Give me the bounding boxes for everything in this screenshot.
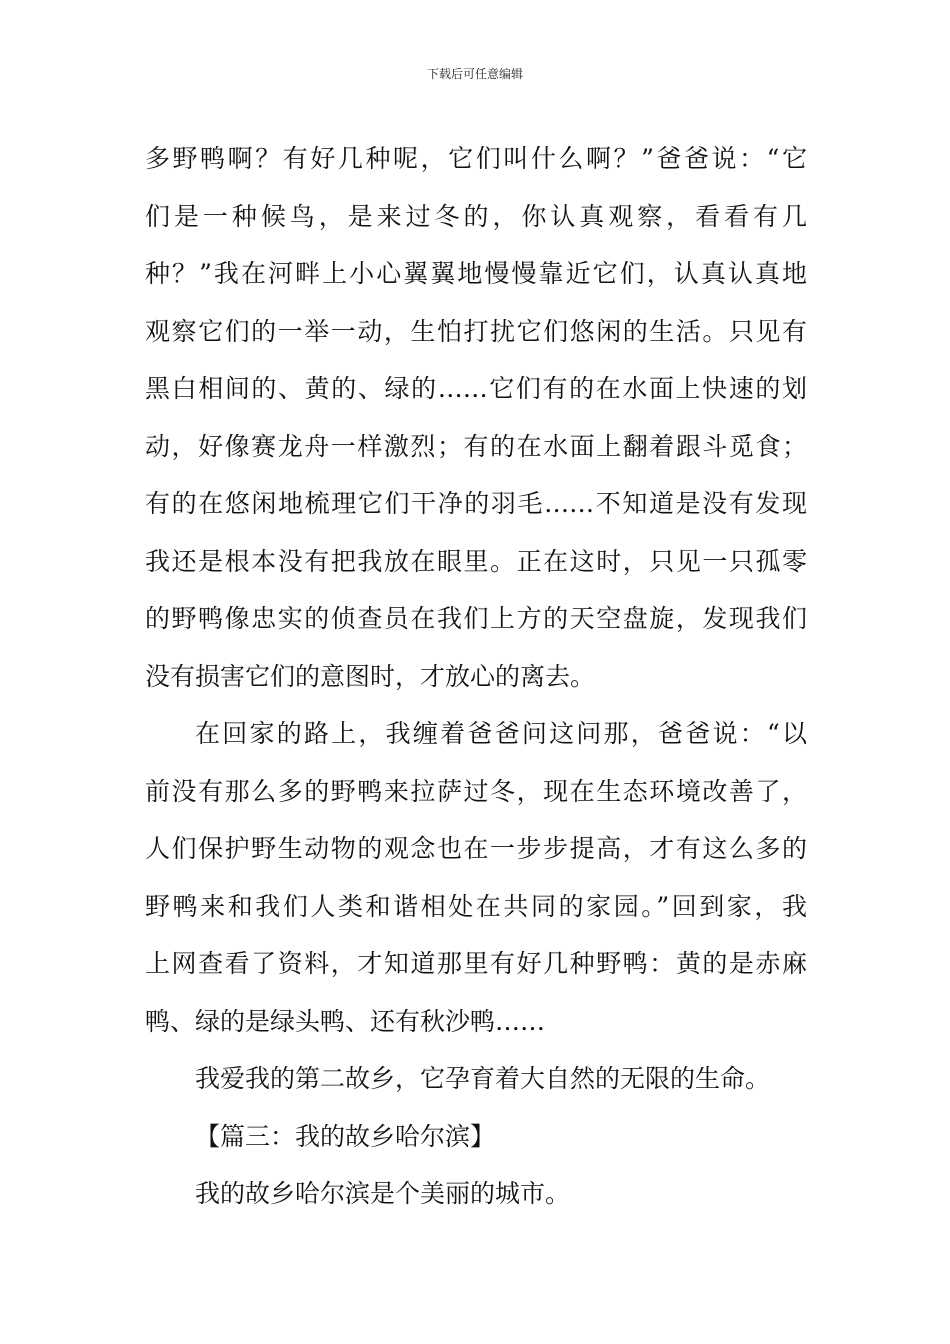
text-line: 有的在悠闲地梳理它们干净的羽毛……不知道是没有发现 (145, 489, 807, 518)
text-line: 在回家的路上，我缠着爸爸问这问那，爸爸说：“以 (195, 719, 807, 748)
text-line: 动，好像赛龙舟一样激烈；有的在水面上翻着跟斗觅食； (145, 431, 807, 461)
text-line: 的野鸭像忠实的侦查员在我们上方的天空盘旋，发现我们 (145, 604, 807, 633)
section-heading-text: 【篇三：我的故乡哈尔滨】 (195, 1121, 496, 1151)
text-line: 上网查看了资料，才知道那里有好几种野鸭：黄的是赤麻 (145, 949, 807, 978)
text-line: 没有损害它们的意图时，才放心的离去。 (145, 661, 596, 691)
paragraph-love-second-hometown (145, 1050, 807, 1108)
text-line: 我爱我的第二故乡，它孕育着大自然的无限的生命。 (195, 1064, 771, 1093)
document-body (145, 130, 807, 1223)
text-line: 种？”我在河畔上小心翼翼地慢慢靠近它们，认真认真地 (145, 259, 807, 288)
text-line: 野鸭来和我们人类和谐相处在共同的家园。”回到家，我 (145, 891, 807, 921)
text-line: 我的故乡哈尔滨是个美丽的城市。 (195, 1179, 571, 1208)
text-line: 人们保护野生动物的观念也在一步步提高，才有这么多的 (145, 834, 807, 863)
text-line: 黑白相间的、黄的、绿的……它们有的在水面上快速的划 (145, 374, 807, 403)
paragraph-way-home (145, 705, 807, 1050)
page-header: 下载后可任意编辑 (426, 67, 523, 81)
text-line: 们是一种候鸟，是来过冬的，你认真观察，看看有几 (145, 201, 807, 231)
paragraph-harbin-intro (145, 1165, 807, 1223)
text-line: 鸭、绿的是绿头鸭、还有秋沙鸭…… (145, 1006, 546, 1036)
section-heading (145, 1108, 807, 1166)
text-line: 多野鸭啊？有好几种呢，它们叫什么啊？”爸爸说：“它 (145, 144, 807, 173)
text-line: 观察它们的一举一动，生怕打扰它们悠闲的生活。只见有 (145, 316, 807, 346)
paragraph-wild-ducks-observation (145, 130, 807, 705)
text-line: 前没有那么多的野鸭来拉萨过冬，现在生态环境改善了， (145, 776, 807, 806)
text-line: 我还是根本没有把我放在眼里。正在这时，只见一只孤零 (145, 546, 807, 576)
